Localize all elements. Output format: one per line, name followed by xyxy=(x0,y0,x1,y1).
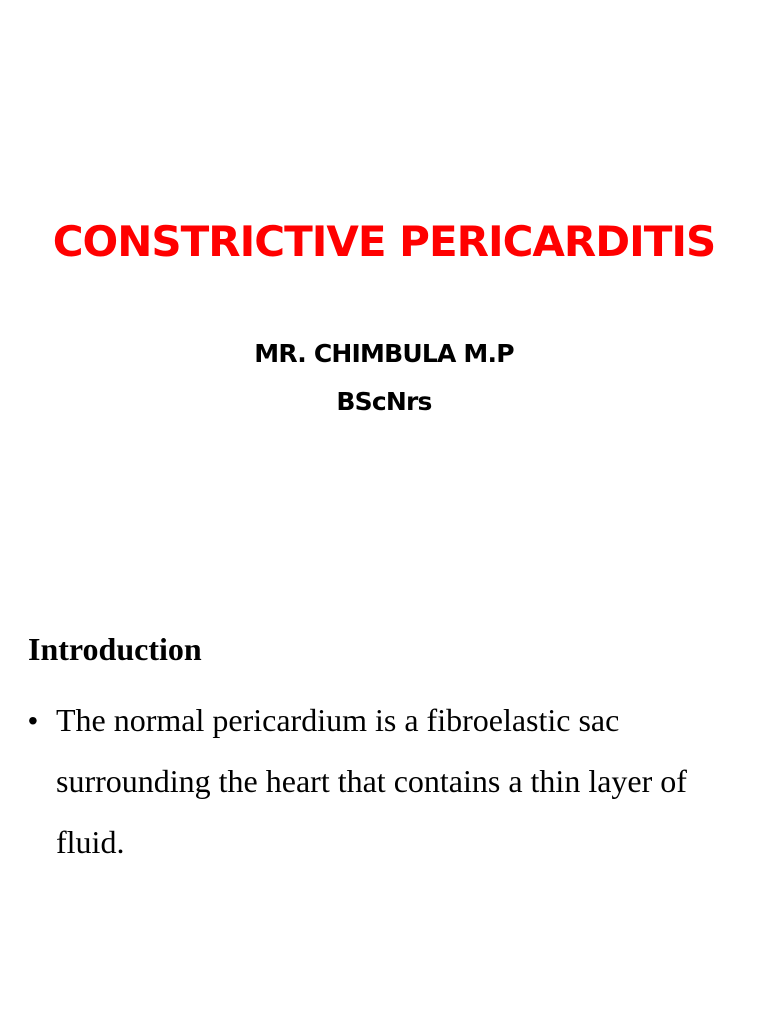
slide-title: CONSTRICTIVE PERICARDITIS xyxy=(52,217,716,266)
bullet-dot-icon: • xyxy=(28,705,38,736)
bullet-text: The normal pericardium is a fibroelastic sac surrounding the heart that contains a thin layer of fluid. xyxy=(56,702,687,860)
bullet-list xyxy=(28,690,748,873)
author-block xyxy=(0,336,768,420)
author-name: MR. CHIMBULA M.P xyxy=(254,339,514,368)
section-heading: Introduction xyxy=(28,631,202,667)
author-credentials: BScNrs xyxy=(336,387,432,416)
bullet-item xyxy=(28,690,748,873)
